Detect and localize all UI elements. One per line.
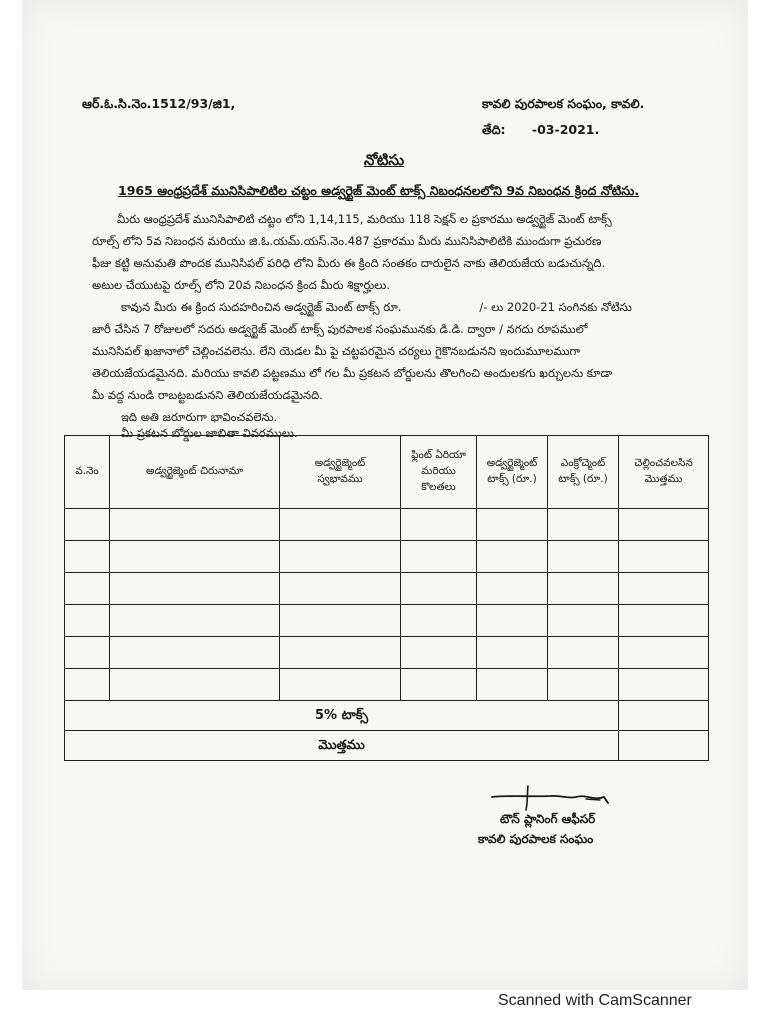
advertisement-table — [64, 435, 709, 761]
office-name: కావలి పురపాలక సంఘం, కావలి. — [482, 96, 645, 111]
signatory-title: టౌన్ ప్లానింగ్ ఆఫీసర్ — [500, 812, 596, 826]
table-row — [65, 669, 709, 701]
body-line-4: అటుల చేయుటపై రూల్స్ లోని 20వ నిబంధన క్రింద మీరు శిక్షార్హులు. — [92, 278, 391, 292]
table-row — [65, 637, 709, 669]
date-row — [482, 122, 599, 141]
col-header-ad-tax: అడ్వర్టైజ్మెంట్ టాక్స్ (రూ.) — [477, 436, 548, 509]
body-line-8: తెలియజేయడమైనది. మరియు కావలి పట్టణము లో గల మీ ప్రకటన బోర్డులను తొలగించి అందులకగు ఖర్చులను కూడా — [92, 366, 613, 380]
table-row — [65, 573, 709, 605]
col-header-total-payable: చెల్లించవలసిన మొత్తము — [619, 436, 709, 509]
signatory-office: కావలి పురపాలక సంఘం — [478, 832, 594, 846]
body-line-1: మీరు ఆంధ్రప్రదేశ్ మునిసిపాలిటి చట్టం లోని 1,14,115, మరియు 118 సెక్షన్ ల ప్రకారము అడ్వర్టైజ్ మెంట్ టాక్స్ — [117, 212, 612, 226]
tax-row-label: 5% టాక్స్ — [65, 701, 619, 731]
col-header-serial: వ.నెం — [65, 436, 110, 509]
body-line-6: జారీ చేసిన 7 రోజులలో సదరు అడ్వర్టైజ్ మెంట్ టాక్స్ పురపాలక సంఘమునకు డి.డి. ద్వారా / నగదు రూపములో — [92, 322, 588, 336]
body-line-11: మీ ప్రకటన బోర్డుల జాబితా వివరములు. — [121, 426, 298, 440]
body-line-3: ఫీజు కట్టి అనుమతి పొందక మునిసిపల్ పరిధి లోని మీరు ఈ క్రింది సంతకం దారులైన నాకు తెలియజేయ బడుచున్నది. — [92, 256, 606, 270]
tax-row-value — [619, 701, 709, 731]
col-header-encroachment-tax: ఎంక్రోచ్మెంట్ టాక్స్ (రూ.) — [548, 436, 619, 509]
body-line-9: మీ వద్ద నుండి రాబట్టబడునని తెలియజేయడమైనది. — [92, 388, 323, 402]
total-row-label: మొత్తము — [65, 731, 619, 761]
body-line-5b: /- లు 2020-21 సంగినకు నోటిసు — [479, 300, 632, 314]
date-label: తేది: — [482, 122, 506, 137]
date-value: -03-2021. — [531, 122, 600, 137]
table-row — [65, 541, 709, 573]
total-row — [65, 731, 709, 761]
notice-title: నోటిసు — [363, 151, 405, 169]
tax-row — [65, 701, 709, 731]
col-header-nature: అడ్వర్టైజ్మెంట్ స్వభావము — [280, 436, 401, 509]
total-row-value — [619, 731, 709, 761]
body-line-2: రూల్స్ లోని 5వ నిబంధన మరియు జి.ఓ.యమ్.యస్.నెం.487 ప్రకారము మీరు మునిసిపాలిటికి ముందుగా ప్రచురణ — [92, 234, 602, 248]
col-header-area: ఫ్లింట్ ఏరియా మరియు కొలతలు — [401, 436, 477, 509]
table-row — [65, 509, 709, 541]
col-header-address: అడ్వర్టైజ్మెంట్ చిరునామా — [110, 436, 280, 509]
table-header-row — [65, 436, 709, 509]
body-line-10: ఇది అతి జరూరుగా భావించవలెను. — [121, 410, 278, 424]
reference-number: ఆర్.ఓ.సి.నెం.1512/93/జి1, — [82, 96, 236, 111]
notice-subject: 1965 ఆంధ్రప్రదేశ్ మునిసిపాలిటిల చట్టం అడ్వర్టైజ్ మెంట్ టాక్స్ నిబంధనలలోని 9వ నిబంధన క్రింద నోటిసు. — [118, 183, 640, 198]
signature-mark — [490, 785, 620, 813]
body-line-5a: కావున మీరు ఈ క్రింద సుదహరించిన అడ్వర్టైజ్ మెంట్ టాక్స్ రూ. — [121, 300, 402, 314]
body-line-5 — [121, 300, 632, 317]
body-line-7: మునిసిపల్ ఖజానాలో చెల్లించవలెను. లేని యెడల మీ పై చట్టపరమైన చర్యలు గైకొనబడునని ఇందుమూలముగా — [92, 344, 581, 358]
scanner-watermark: Scanned with CamScanner — [498, 992, 692, 1009]
table-row — [65, 605, 709, 637]
